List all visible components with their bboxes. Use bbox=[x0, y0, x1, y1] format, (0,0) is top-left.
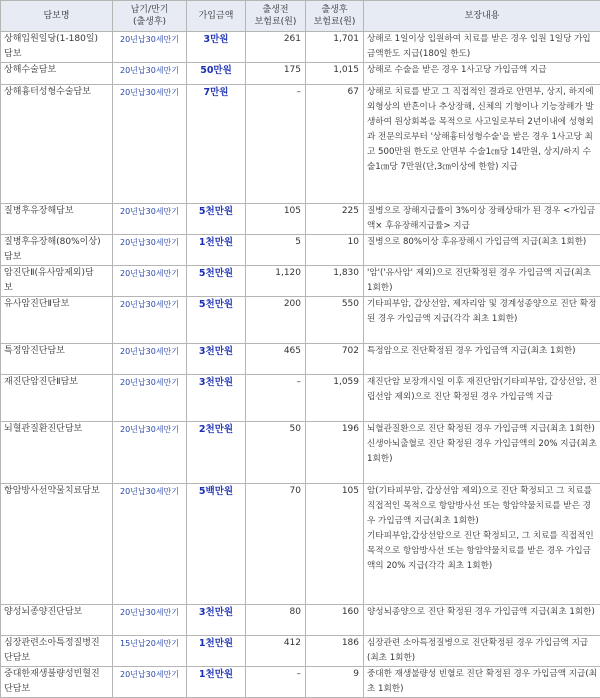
cell-post-premium: 10 bbox=[306, 235, 364, 266]
table-row bbox=[1, 63, 600, 85]
cell-coverage-name: 질병후유장해(80%이상) 담보 bbox=[1, 235, 113, 266]
cell-post-premium: 1,701 bbox=[306, 32, 364, 63]
cell-coverage-name: 재진단암진단Ⅱ담보 bbox=[1, 375, 113, 422]
table-row bbox=[1, 266, 600, 297]
table-row bbox=[1, 636, 600, 667]
cell-term: 20년납30세만기 bbox=[113, 605, 187, 636]
cell-amount: 3천만원 bbox=[187, 344, 246, 375]
cell-description: 뇌혈관질환으로 진단 확정된 경우 가입금액 지급(최초 1회한) 신생아뇌출혈로 진단 확정된 경우 가입금액의 20% 지급(최초 1회한) bbox=[364, 422, 600, 484]
cell-description: 특정암으로 진단확정된 경우 가입금액 지급(최초 1회한) bbox=[364, 344, 600, 375]
cell-coverage-name: 중대한재생불량성빈혈진 단담보 bbox=[1, 667, 113, 698]
cell-coverage-name: 양성뇌종양진단담보 bbox=[1, 605, 113, 636]
cell-term: 20년납30세만기 bbox=[113, 344, 187, 375]
table-row bbox=[1, 484, 600, 605]
cell-coverage-name: 상해수술담보 bbox=[1, 63, 113, 85]
table-row bbox=[1, 344, 600, 375]
cell-description: 양성뇌종양으로 진단 확정된 경우 가입금액 지급(최초 1회한) bbox=[364, 605, 600, 636]
cell-post-premium: 550 bbox=[306, 297, 364, 344]
header-row bbox=[1, 1, 600, 32]
cell-amount: 3천만원 bbox=[187, 605, 246, 636]
cell-coverage-name: 유사암진단Ⅱ담보 bbox=[1, 297, 113, 344]
cell-post-premium: 160 bbox=[306, 605, 364, 636]
cell-post-premium: 1,015 bbox=[306, 63, 364, 85]
cell-pre-premium: 70 bbox=[246, 484, 306, 605]
cell-term: 20년납30세만기 bbox=[113, 375, 187, 422]
cell-post-premium: 1,830 bbox=[306, 266, 364, 297]
cell-amount: 7만원 bbox=[187, 85, 246, 204]
header-post-birth-premium: 출생후 보험료(원) bbox=[306, 1, 364, 32]
cell-amount: 5천만원 bbox=[187, 266, 246, 297]
cell-description: 질병으로 장해지급률이 3%이상 장해상태가 된 경우 <가입금액× 후유장해지급률> 지급 bbox=[364, 204, 600, 235]
cell-post-premium: 225 bbox=[306, 204, 364, 235]
cell-term: 20년납30세만기 bbox=[113, 235, 187, 266]
cell-term: 20년납30세만기 bbox=[113, 297, 187, 344]
cell-coverage-name: 뇌혈관질환진단담보 bbox=[1, 422, 113, 484]
cell-term: 20년납30세만기 bbox=[113, 422, 187, 484]
header-coverage-name: 담보명 bbox=[1, 1, 113, 32]
cell-term: 20년납30세만기 bbox=[113, 85, 187, 204]
cell-pre-premium: 412 bbox=[246, 636, 306, 667]
cell-pre-premium: – bbox=[246, 667, 306, 698]
cell-pre-premium: 200 bbox=[246, 297, 306, 344]
cell-description: 상해로 치료를 받고 그 직접적인 결과로 안면부, 상지, 하지에 외형상의 반흔이나 추상장해, 신체의 기형이나 기능장해가 발생하여 원상회복을 목적으로 사고일로부터 2년이내에 성형외과 전문의로부터 '상해흉터성형수술'을 받은 경우 1사고당 최고 500만원 한도로 안면부 수술1㎝당 14만원, 상지/하지 수술1㎝당 7만원(단,3㎝이상에 한함) 지급 bbox=[364, 85, 600, 204]
cell-description: 질병으로 80%이상 후유장해시 가입금액 지급(최초 1회한) bbox=[364, 235, 600, 266]
cell-pre-premium: 80 bbox=[246, 605, 306, 636]
cell-amount: 5천만원 bbox=[187, 297, 246, 344]
cell-term: 20년납30세만기 bbox=[113, 63, 187, 85]
cell-term: 20년납30세만기 bbox=[113, 667, 187, 698]
cell-coverage-name: 질병후유장해담보 bbox=[1, 204, 113, 235]
cell-coverage-name: 항암방사선약물치료담보 bbox=[1, 484, 113, 605]
cell-pre-premium: 50 bbox=[246, 422, 306, 484]
cell-amount: 3천만원 bbox=[187, 375, 246, 422]
table-row bbox=[1, 375, 600, 422]
cell-post-premium: 1,059 bbox=[306, 375, 364, 422]
table-row bbox=[1, 235, 600, 266]
cell-coverage-name: 특정암진단담보 bbox=[1, 344, 113, 375]
cell-coverage-name: 상해흉터성형수술담보 bbox=[1, 85, 113, 204]
cell-pre-premium: – bbox=[246, 85, 306, 204]
cell-pre-premium: 5 bbox=[246, 235, 306, 266]
cell-coverage-name: 상해입원일당(1-180일) 담보 bbox=[1, 32, 113, 63]
cell-pre-premium: 105 bbox=[246, 204, 306, 235]
cell-pre-premium: 175 bbox=[246, 63, 306, 85]
cell-description: 상해로 1일이상 입원하여 치료를 받은 경우 입원 1일당 가입금액한도 지급(180일 한도) bbox=[364, 32, 600, 63]
cell-amount: 1천만원 bbox=[187, 235, 246, 266]
table-row bbox=[1, 32, 600, 63]
cell-term: 15년납20세만기 bbox=[113, 636, 187, 667]
header-amount: 가입금액 bbox=[187, 1, 246, 32]
table-row bbox=[1, 422, 600, 484]
cell-description: '암'('유사암' 제외)으로 진단확정된 경우 가입금액 지급(최초 1회한) bbox=[364, 266, 600, 297]
cell-term: 20년납30세만기 bbox=[113, 32, 187, 63]
cell-amount: 5백만원 bbox=[187, 484, 246, 605]
cell-pre-premium: 1,120 bbox=[246, 266, 306, 297]
cell-coverage-name: 암진단Ⅱ(유사암제외)담 보 bbox=[1, 266, 113, 297]
cell-description: 기타피부암, 갑상선암, 제자리암 및 경계성종양으로 진단 확정된 경우 가입금액 지급(각각 최초 1회한) bbox=[364, 297, 600, 344]
table-row bbox=[1, 605, 600, 636]
table-row bbox=[1, 204, 600, 235]
header-pre-birth-premium: 출생전 보험료(원) bbox=[246, 1, 306, 32]
cell-term: 20년납30세만기 bbox=[113, 266, 187, 297]
cell-term: 20년납30세만기 bbox=[113, 484, 187, 605]
cell-amount: 5천만원 bbox=[187, 204, 246, 235]
cell-amount: 3만원 bbox=[187, 32, 246, 63]
cell-post-premium: 9 bbox=[306, 667, 364, 698]
cell-description: 상해로 수술을 받은 경우 1사고당 가입금액 지급 bbox=[364, 63, 600, 85]
cell-description: 암(기타피부암, 갑상선암 제외)으로 진단 확정되고 그 치료를 직접적인 목적으로 항암방사선 또는 항암약물치료를 받은 경우 가입금액 지급(최초 1회한) 기타피부암,갑상선암으로 진단 확정되고, 그 치료를 직접적인 목적으로 항암방사선 또는 항암약물치료를 받은 경우 가입금액의 20% 지급(각각 최초 1회한) bbox=[364, 484, 600, 605]
cell-description: 심장관련 소아특정질병으로 진단확정된 경우 가입금액 지급(최초 1회한) bbox=[364, 636, 600, 667]
cell-pre-premium: – bbox=[246, 375, 306, 422]
cell-coverage-name: 심장관련소아특정질병진 단담보 bbox=[1, 636, 113, 667]
cell-amount: 2천만원 bbox=[187, 422, 246, 484]
cell-pre-premium: 465 bbox=[246, 344, 306, 375]
cell-post-premium: 702 bbox=[306, 344, 364, 375]
cell-amount: 1천만원 bbox=[187, 636, 246, 667]
cell-post-premium: 186 bbox=[306, 636, 364, 667]
header-term: 납기/만기 (출생후) bbox=[113, 1, 187, 32]
cell-pre-premium: 261 bbox=[246, 32, 306, 63]
cell-amount: 50만원 bbox=[187, 63, 246, 85]
header-coverage-detail: 보장내용 bbox=[364, 1, 600, 32]
table-row bbox=[1, 297, 600, 344]
cell-description: 중대한 재생불량성 빈혈로 진단 확정된 경우 가입금액 지급(최초 1회한) bbox=[364, 667, 600, 698]
cell-amount: 1천만원 bbox=[187, 667, 246, 698]
cell-post-premium: 196 bbox=[306, 422, 364, 484]
cell-post-premium: 67 bbox=[306, 85, 364, 204]
cell-term: 20년납30세만기 bbox=[113, 204, 187, 235]
cell-post-premium: 105 bbox=[306, 484, 364, 605]
cell-description: 재진단암 보장개시일 이후 재진단암(기타피부암, 갑상선암, 전립선암 제외)으로 진단 확정된 경우 가입금액 지급 bbox=[364, 375, 600, 422]
table-row bbox=[1, 85, 600, 204]
